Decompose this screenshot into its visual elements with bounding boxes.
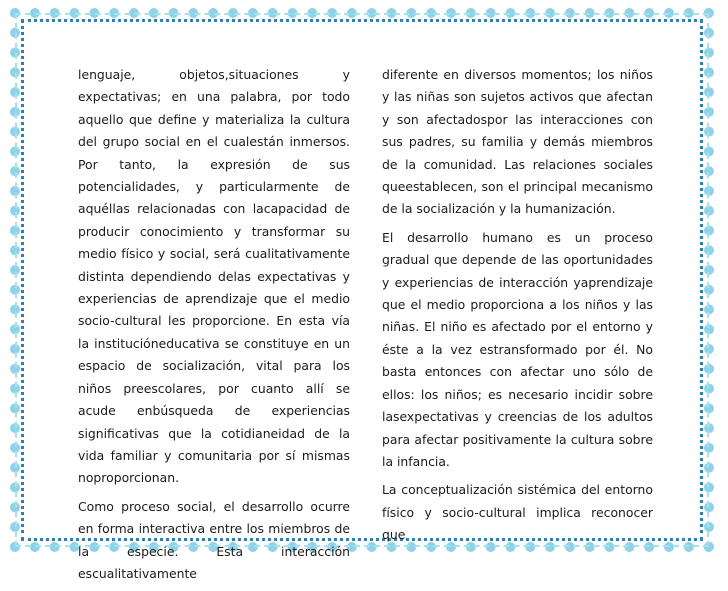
paragraph: lenguaje, objetos,situaciones y expectativas; en una palabra, por todo aquello que define y materializa la cultura del grupo social en el cualestán inmersos. Por tanto, la expresión de sus potencialidades, y particularmente de aquéllas relacionadas con lacapacidad de producir conocimiento y transformar su medio físico y social, será cualitativamente distinta dependiendo delas expectativas y experiencias de aprendizaje que el medio socio-cultural les proporcione. En esta vía la instituciónеducativa se constituye en un espacio de socialización, vital para los niños preescolares, por cuanto allí se acude enbúsqueda de experiencias significativas que la cotidianeidad de la vida familiar y comunitaria por sí mismas noproporcionan.	[78, 67, 350, 486]
paragraph: La conceptualización sistémica del entorno físico y socio-cultural implica reconocer que	[382, 482, 653, 543]
paragraph: El desarrollo humano es un proceso gradual que depende de las oportunidades y experiencias de interacción yaprendizaje que el medio proporciona a los niños y las niñas. El niño es afectado por el entorno y éste a la vez estransformado por él. No basta entonces con afectar uno sólo de ellos: los niños; es necesario incidir sobre lasexpectativas y creencias de los adultos para afectar positivamente la cultura sobre la infancia.	[382, 229, 653, 469]
paragraph: diferente en diversos momentos; los niños y las niñas son sujetos activos que afectan y son afectadospor las interacciones con sus padres, su familia y demás miembros de la comunidad. Las relaciones sociales queestablecen, son el principal mecanismo de la socialización y la humanización.	[382, 67, 653, 217]
paragraph: Como proceso social, el desarrollo ocurre en forma interactiva entre los miembros de la especie. Esta interacción escualitativamente	[78, 498, 350, 581]
right-text-column	[382, 64, 653, 553]
left-text-column	[78, 64, 350, 591]
